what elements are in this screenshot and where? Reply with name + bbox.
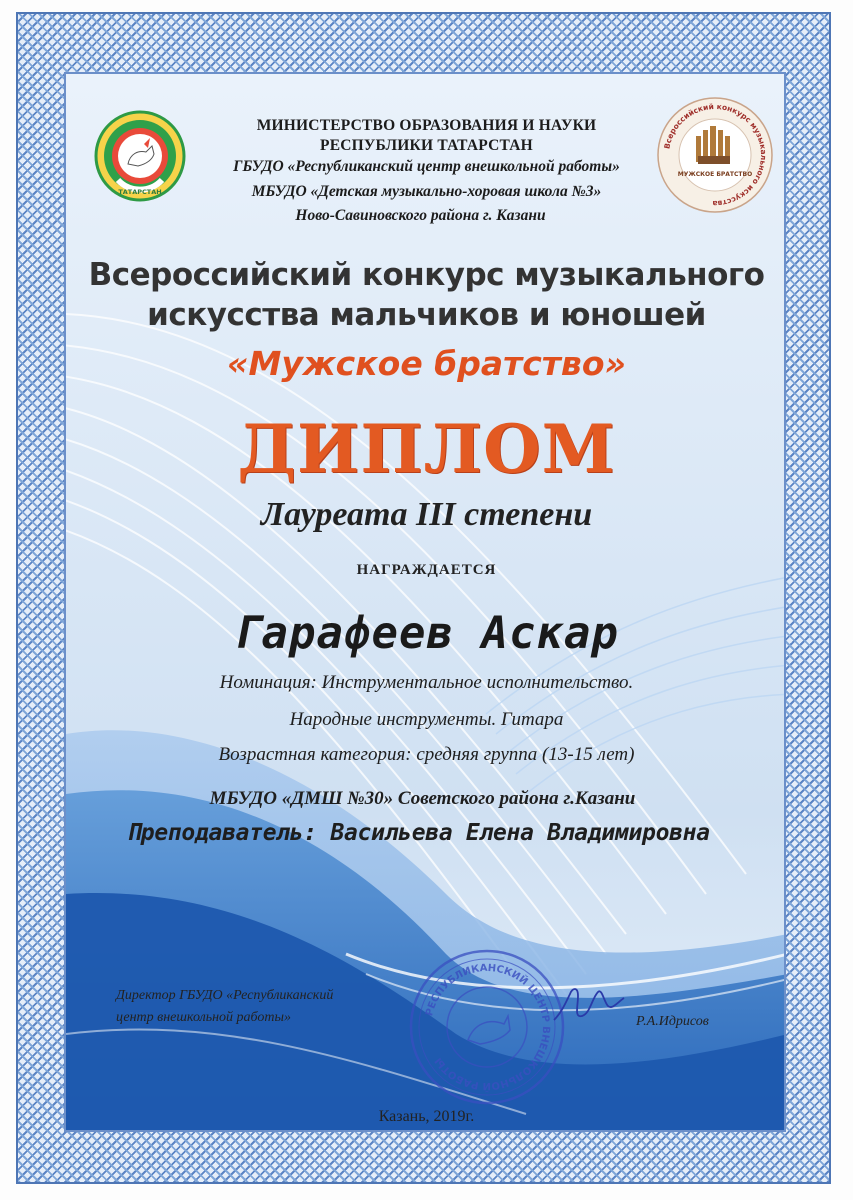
diploma-title: ДИПЛОМ xyxy=(237,410,616,488)
nomination-line-2: Народные инструменты. Гитара xyxy=(289,709,564,730)
nomination-line-1: Номинация: Инструментальное исполнительство. xyxy=(219,672,634,693)
director-line-2: центр внешкольной работы» xyxy=(116,1010,291,1025)
organizer-line-3: Ново-Савиновского района г. Казани xyxy=(295,207,546,224)
director-line-1: Директор ГБУДО «Республиканский xyxy=(116,988,334,1003)
svg-text:РЕСПУБЛИКАНСКИЙ ЦЕНТР ВНЕШКОЛЬ xyxy=(424,963,551,1093)
age-category: Возрастная категория: средняя группа (13-15 лет) xyxy=(218,744,635,765)
stamp-text: РЕСПУБЛИКАНСКИЙ ЦЕНТР ВНЕШКОЛЬНОЙ РАБОТЫ xyxy=(424,962,552,1092)
contest-name: «Мужское братство» xyxy=(227,344,626,383)
teacher-line: Преподаватель: Васильева Елена Владимировна xyxy=(127,820,710,846)
contest-title-line-2: искусства мальчиков и юношей xyxy=(147,297,706,333)
city-date: Казань, 2019г. xyxy=(378,1108,475,1125)
school-line: МБУДО «ДМШ №30» Советского района г.Казани xyxy=(209,788,636,809)
awarded-label: НАГРАЖДАЕТСЯ xyxy=(356,562,497,578)
badge-ring-text: Всероссийский конкурс музыкального искусства xyxy=(662,101,769,209)
organizer-line-2: МБУДО «Детская музыкально-хоровая школа №3» xyxy=(251,183,602,200)
signature-icon xyxy=(548,972,628,1032)
ministry-line-2: РЕСПУБЛИКИ ТАТАРСТАН xyxy=(320,137,533,154)
organizer-line-1: ГБУДО «Республиканский центр внешкольной работы» xyxy=(233,158,620,175)
signer-name: Р.А.Идрисов xyxy=(636,1014,709,1029)
official-stamp-icon xyxy=(408,948,566,1106)
emblem-caption: ТАТАРСТАН xyxy=(118,188,162,196)
badge-inner-text: МУЖСКОЕ БРАТСТВО xyxy=(677,171,753,178)
director-title xyxy=(116,985,416,1029)
contest-title-line-1: Всероссийский конкурс музыкального xyxy=(88,257,765,293)
recipient-name: Гарафеев Аскар xyxy=(234,608,619,659)
ministry-line-1: МИНИСТЕРСТВО ОБРАЗОВАНИЯ И НАУКИ xyxy=(256,117,597,134)
laureate-degree: Лауреата III степени xyxy=(260,496,593,533)
